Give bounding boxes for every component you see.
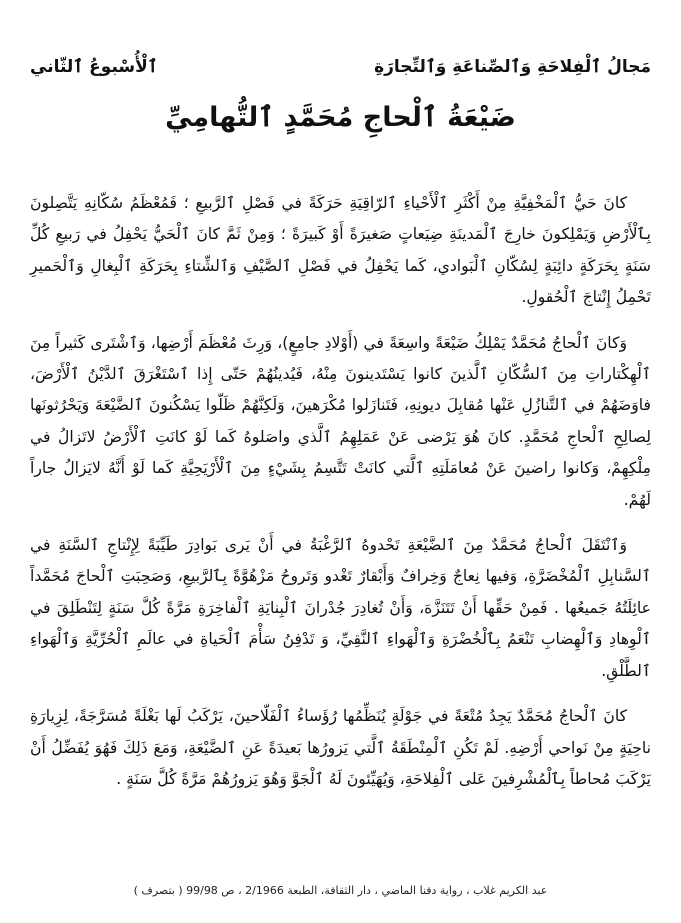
text-body	[30, 188, 651, 809]
paragraph-4: كانَ ٱلْحاجُ مُحَمَّدٌ يَجِدُ مُتْعَةً في جَوْلَةٍ يُنَظِّمُها رُؤَساءُ ٱلْفَلّاحينَ، يَرْكَبُ لَها بَغْلَةً مُسَرَّجَةً، لِزِيارَةِ ناحِيَةٍ مِنْ نَواحي أَرْضِهِ. لَمْ تَكُنِ ٱلْمِنْطَقَةُ ٱلَّتي يَزورُها بَعيدَةً عَنِ ٱلضَّيْعَةِ، وَمَعَ ذَلِكَ فَهُوَ يُفَضِّلُ أَنْ يَرْكَبَ مُحاطاً بِٱلْمُشْرِفينَ عَلى ٱلْفِلاحَةِ، وَيُهَيِّئونَ لَهُ ٱلْجَوَّ وَهُوَ يَزورُهُمْ مَرَّةً كُلَّ سَنَةٍ .	[30, 707, 651, 788]
page-header	[30, 56, 651, 77]
paragraph-1: كانَ حَيُّ ٱلْمَخْفِيَّةِ مِنْ أَكْثَرِ ٱلْأَحْياءِ ٱلرّاقِيَةِ حَرَكَةً في فَصْلِ ٱلرَّبيعِ ؛ فَمُعْظَمُ سُكّانِهِ يَتَّصِلونَ بِٱلْأَرْضِ وَيَمْلِكونَ خارِجَ ٱلْمَدينَةِ ضِيَعاتٍ صَغيرَةً أَوْ كَبيرَةً ؛ وَمِنْ ثَمَّ كانَ ٱلْحَيُّ يَحْفِلُ في رَبيعِ كُلِّ سَنَةٍ بِحَرَكَةٍ دائِبَةٍ لِسُكّانِ ٱلْبَوادي، كَما يَحْفِلُ في فَصْلِ ٱلصَّيْفِ وَٱلشِّتاءِ بِحَرَكَةِ ٱلْبِغالِ وَٱلْحَميرِ تَحْمِلُ إِنْتاجَ ٱلْحُقولِ.	[30, 194, 651, 307]
week-label: ٱلْأُسْبوعُ ٱلثّاني	[30, 57, 158, 77]
page-title: ضَيْعَةُ ٱلْحاجِ مُحَمَّدٍ ٱلتُّهامِيِّ	[165, 102, 516, 133]
paragraph-3: وَٱنْتَقَلَ ٱلْحاجُ مُحَمَّدٌ مِنَ ٱلضَّيْعَةِ تَحْدوهُ ٱلرَّغْبَةُ في أَنْ يَرى بَوادِرَ طَيِّبَةً لِإِنْتاجِ ٱلسَّنَةِ في ٱلسَّنابِلِ ٱلْمُخْضَرَّةِ، وَفيها نِعاجٌ وَخِرافٌ وَأَبْقارٌ تَغْدو وَتَروحُ مَزْهُوَّةً بِٱلرَّبيعِ، وَصَحِبَتِ ٱلْحاجَ مُحَمَّداً عائِلَتُهُ جَميعُها . فَمِنْ حَقِّها أَنْ تَتَنَزَّهَ، وَأَنْ تُغادِرَ جُدْرانَ ٱلْبِنايَةِ ٱلْفاخِرَةِ مَرَّةً كُلَّ سَنَةٍ لِتَنْطَلِقَ في ٱلْوِهادِ وَٱلْهِضابِ تَنْعَمُ بِٱلْخُضْرَةِ وَٱلْهَواءِ ٱلنَّقِيِّ، وَ تَدْفِنُ سَأْمَ ٱلْحَياةِ في عالَمِ ٱلْحُرِّيَّةِ وَٱلْهَواءِ ٱلطَّلْقِ.	[30, 536, 651, 680]
source-citation: عبد الكريم غلاب ، رواية دفنا الماضي ، دار الثقافة، الطبعة 2/1966 ، ص 99/98 ( بتصرف )	[133, 884, 548, 897]
domain-label: مَجالُ ٱلْفِلاحَةِ وَٱلصِّناعَةِ وَٱلتِّجارَةِ	[374, 57, 651, 77]
paragraph-2: وَكانَ ٱلْحاجُ مُحَمَّدٌ يَمْلِكُ ضَيْعَةً واسِعَةً في (أَوْلادِ جامِعٍ)، وَرِثَ مُعْظَمَ أَرْضِها، وَٱشْتَرى كَثيراً مِنَ ٱلْهِكْتاراتِ مِنَ ٱلسُّكّانِ ٱلَّذينَ كانوا يَسْتَدينونَ مِنْهُ، فَيُدينُهُمْ حَتّى إِذا ٱسْتَغْرَقَ ٱلدَّيْنُ ٱلْأَرْضَ، فاوَضَهُمْ في ٱلتَّنازُلِ عَنْها مُقابِلَ ديونِهِ، فَتَنازَلوا مُكْرَهينَ، وَلَكِنَّهُمْ ظَلّوا يَسْكُنونَ ٱلضَّيْعَةَ وَيَحْرُثونَها لِصالِحِ ٱلْحاجِ مُحَمَّدٍ. كانَ هُوَ يَرْضى عَنْ عَمَلِهِمُ ٱلَّذي واصَلوهُ كَما لَوْ كانَتِ ٱلْأَرْضُ لاتَزالُ في مِلْكِهِمْ، وَكانوا راضينَ عَنْ مُعامَلَتِهِ ٱلَّتي كانَتْ تَتَّسِمُ بِشَيْءٍ مِنَ ٱلْأَرْيَحِيَّةِ كَما لَوْ أَنَّهُ لايَزالُ جاراً لَهُمْ.	[30, 333, 651, 509]
